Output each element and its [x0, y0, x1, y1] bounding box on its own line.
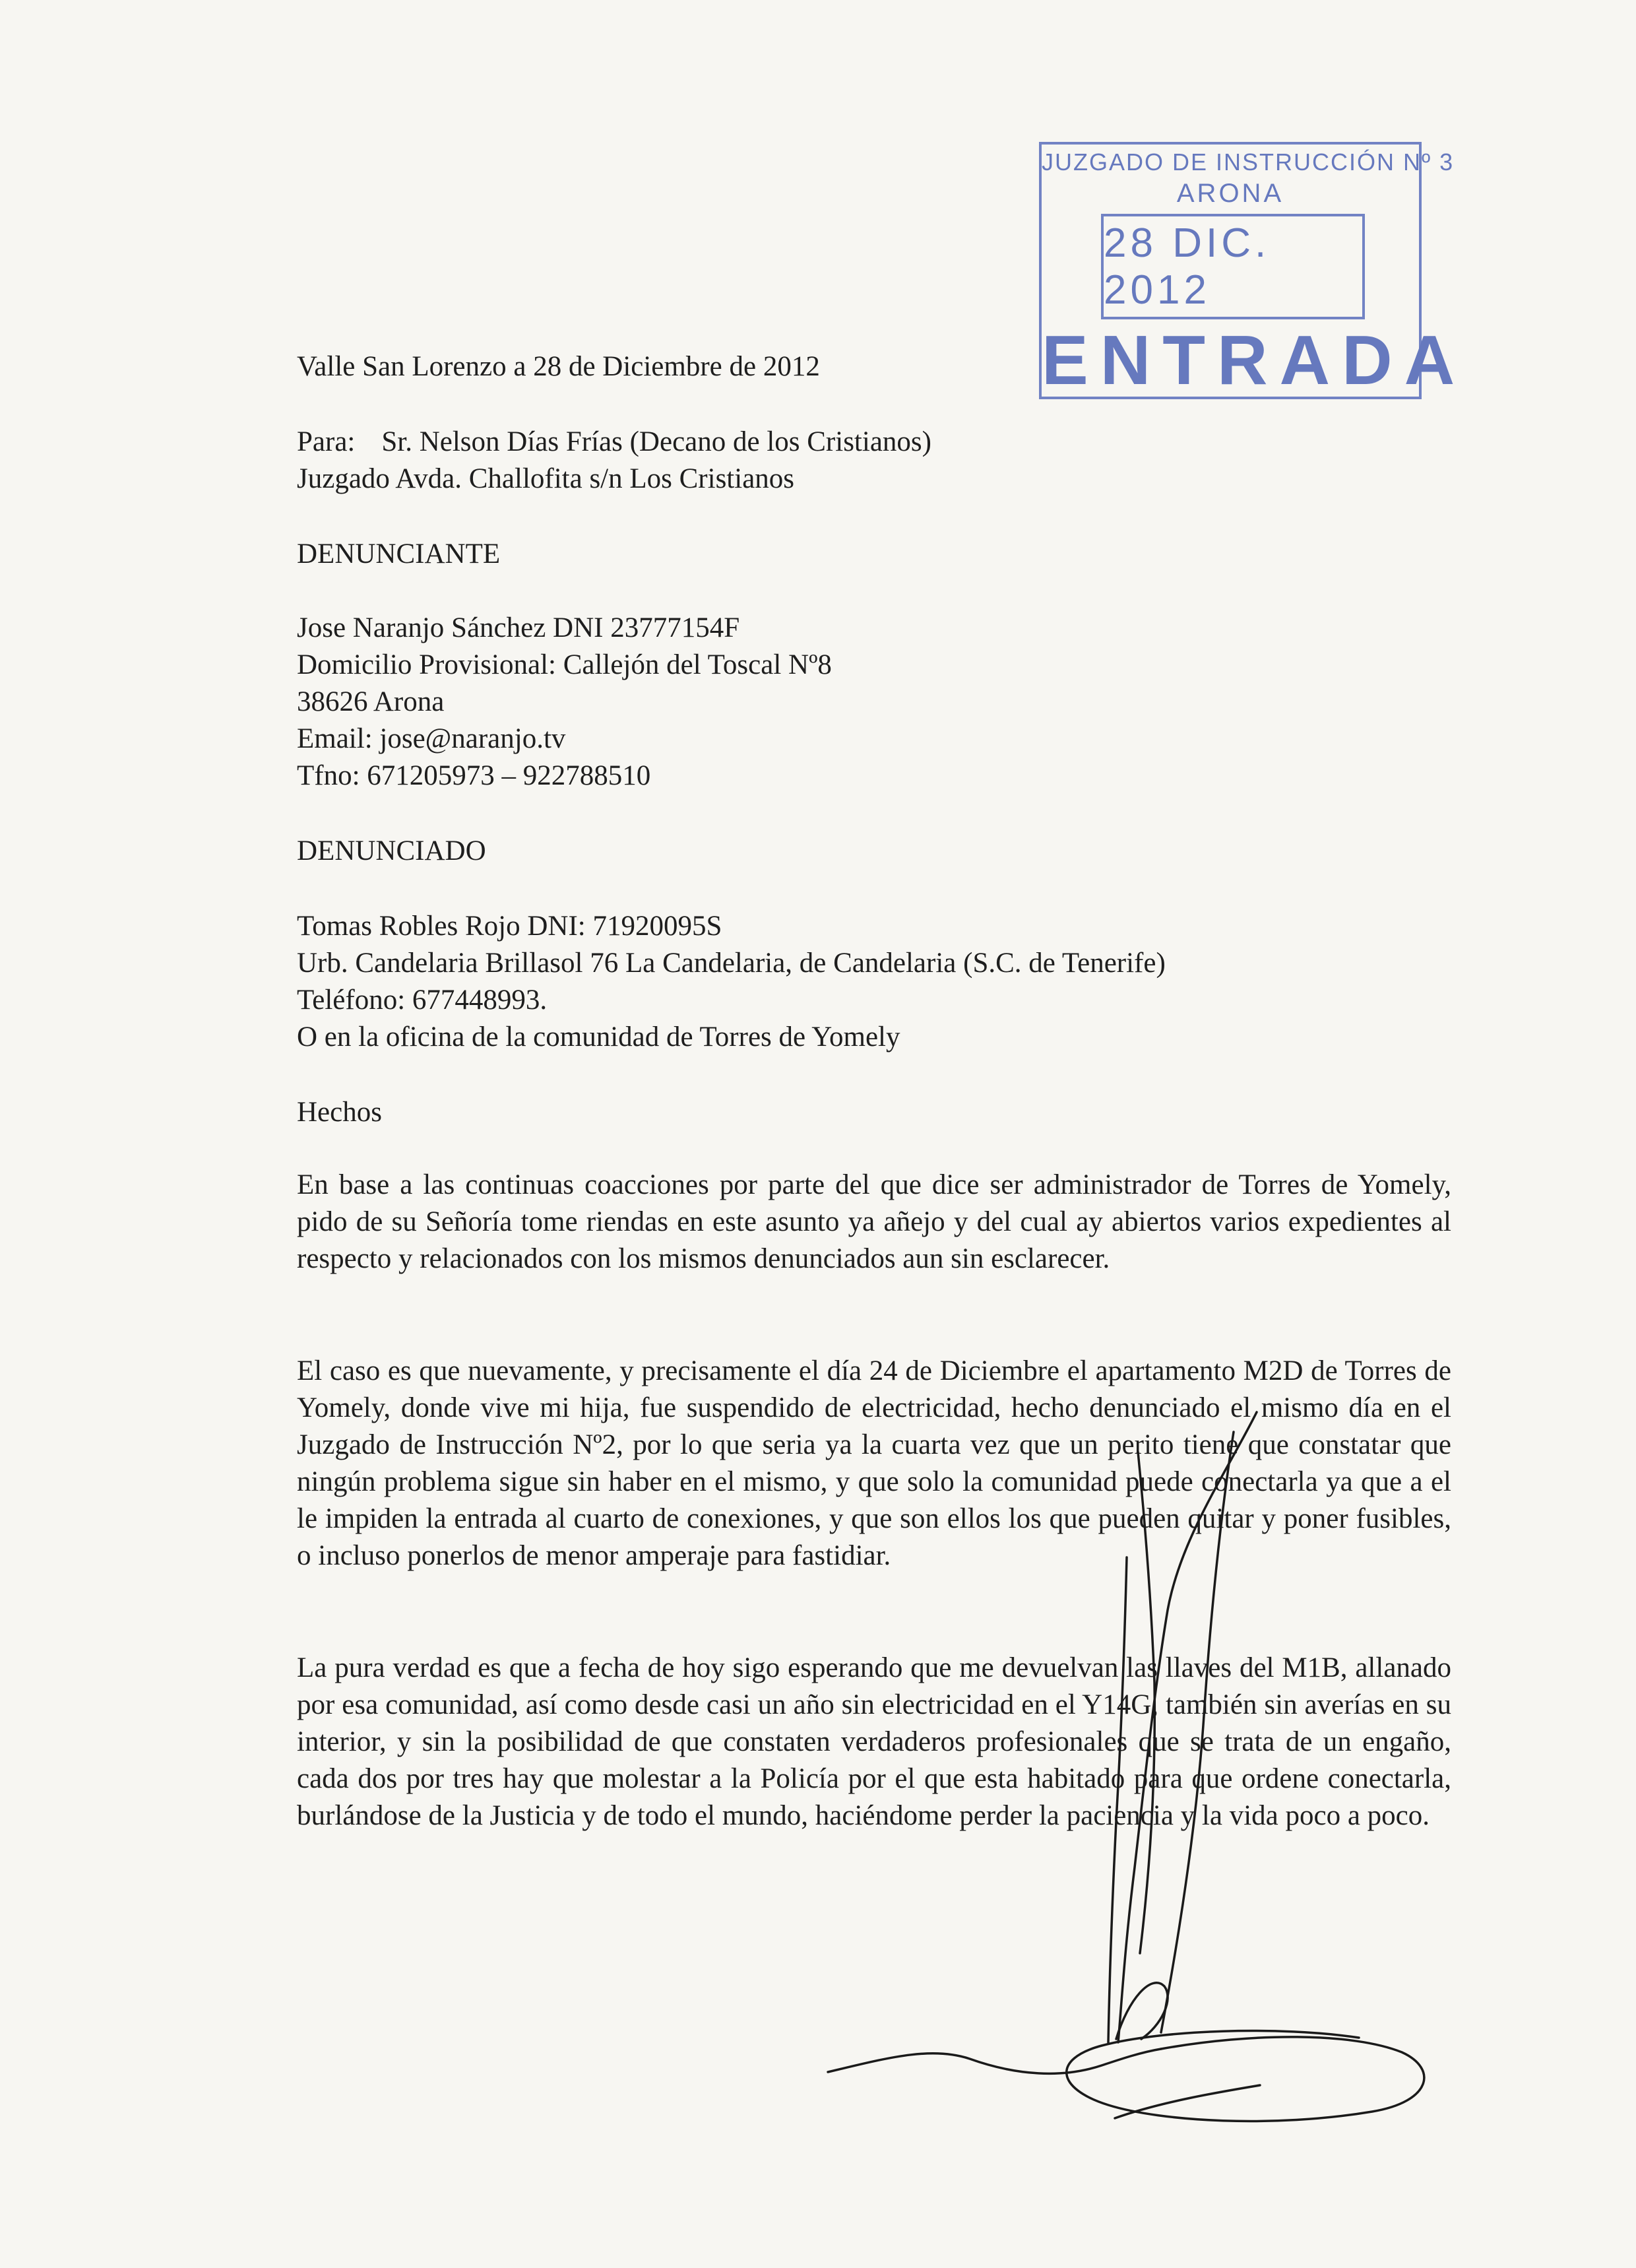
recipient-address: Juzgado Avda. Challofita s/n Los Cristianos	[297, 463, 795, 494]
stamp-date: 28 DIC. 2012	[1101, 214, 1365, 319]
place-and-date: Valle San Lorenzo a 28 de Diciembre de 2012	[297, 351, 820, 382]
facts-paragraph-1: En base a las continuas coacciones por parte del que dice ser administrador de Torres de Yomely, pido de su Señoría tome riendas en este asunto ya añejo y del cual ay abiertos varios expedientes al respecto y relacionados con los mismos denunciados aun sin esclarecer.	[297, 1169, 1451, 1274]
recipient-name: Sr. Nelson Días Frías (Decano de los Cristianos)	[381, 426, 931, 457]
accused-phone: Teléfono: 677448993.	[297, 985, 548, 1016]
stamp-place: ARONA	[1176, 179, 1284, 208]
complainant-postcode: 38626 Arona	[297, 686, 445, 717]
stamp-court-name: JUZGADO DE INSTRUCCIÓN Nº 3	[1042, 148, 1455, 176]
accused-name: Tomas Robles Rojo DNI: 71920095S	[297, 911, 722, 942]
facts-paragraph-3: La pura verdad es que a fecha de hoy sigo esperando que me devuelvan las llaves del M1B, allanado por esa comunidad, así como desde casi un año sin electricidad en el Y14G, también sin averías en su interior, y sin la posibilidad de que constaten verdaderos profesionales que se trata de un engaño, cada dos por tres hay que molestar a la Policía por el que esta habitado para que ordene conectarla, burlándose de la Justicia y de todo el mundo, haciéndome perder la paciencia y la vida poco a poco.	[297, 1652, 1451, 1831]
complainant-phone: Tfno: 671205973 – 922788510	[297, 760, 651, 791]
stamp-entry-label: ENTRADA	[1042, 321, 1467, 399]
complainant-email: Email: jose@naranjo.tv	[297, 723, 566, 754]
facts-heading: Hechos	[297, 1097, 382, 1128]
recipient-label: Para:	[297, 426, 356, 457]
complainant-address: Domicilio Provisional: Callejón del Toscal Nº8	[297, 649, 832, 680]
facts-paragraph-2: El caso es que nuevamente, y precisamente el día 24 de Diciembre el apartamento M2D de Torres de Yomely, donde vive mi hija, fue suspendido de electricidad, hecho denunciado el mismo día en el Juzgado de Instrucción Nº2, por lo que seria ya la cuarta vez que un perito tiene que constatar que ningún problema sigue sin haber en el mismo, y que solo la comunidad puede conectarla ya que a el le impiden la entrada al cuarto de conexiones, y que son ellos los que pueden quitar y poner fusibles, o incluso ponerlos de menor amperaje para fastidiar.	[297, 1355, 1451, 1571]
complainant-heading: DENUNCIANTE	[297, 538, 501, 569]
accused-office: O en la oficina de la comunidad de Torres de Yomely	[297, 1021, 900, 1053]
accused-heading: DENUNCIADO	[297, 835, 486, 866]
complainant-name: Jose Naranjo Sánchez DNI 23777154F	[297, 612, 740, 643]
accused-address: Urb. Candelaria Brillasol 76 La Candelaria, de Candelaria (S.C. de Tenerife)	[297, 948, 1166, 979]
